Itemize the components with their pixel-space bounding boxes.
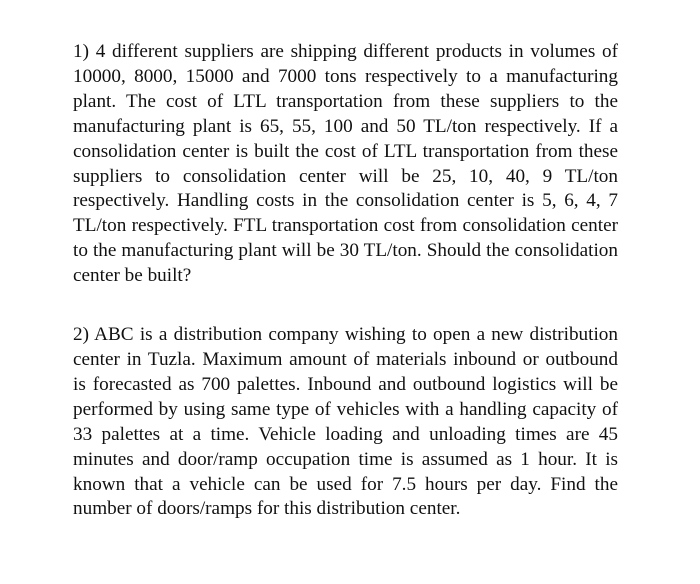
document-page	[73, 40, 618, 522]
problem-1-text: 1) 4 different suppliers are shipping different products in volumes of 10000, 8000, 15000 and 7000 tons respectively to a manufacturing plant. The cost of LTL transportation from these suppliers to the manufacturing plant is 65, 55, 100 and 50 TL/ton respectively. If a consolidation center is built the cost of LTL transportation from these suppliers to consolidation center will be 25, 10, 40, 9 TL/ton respectively. Handling costs in the consolidation center is 5, 6, 4, 7 TL/ton respectively. FTL transportation cost from consolidation center to the manufacturing plant will be 30 TL/ton. Should the consolidation center be built?	[73, 41, 618, 287]
problem-2-text: 2) ABC is a distribution company wishing to open a new distribution center in Tuzla. Maximum amount of materials inbound or outbound is forecasted as 700 palettes. Inbound and outbound logistics will be performed by using same type of vehicles with a handling capacity of 33 palettes at a time. Vehicle loading and unloading times are 45 minutes and door/ramp occupation time is assumed as 1 hour. It is known that a vehicle can be used for 7.5 hours per day. Find the number of doors/ramps for this distribution center.	[73, 324, 618, 520]
